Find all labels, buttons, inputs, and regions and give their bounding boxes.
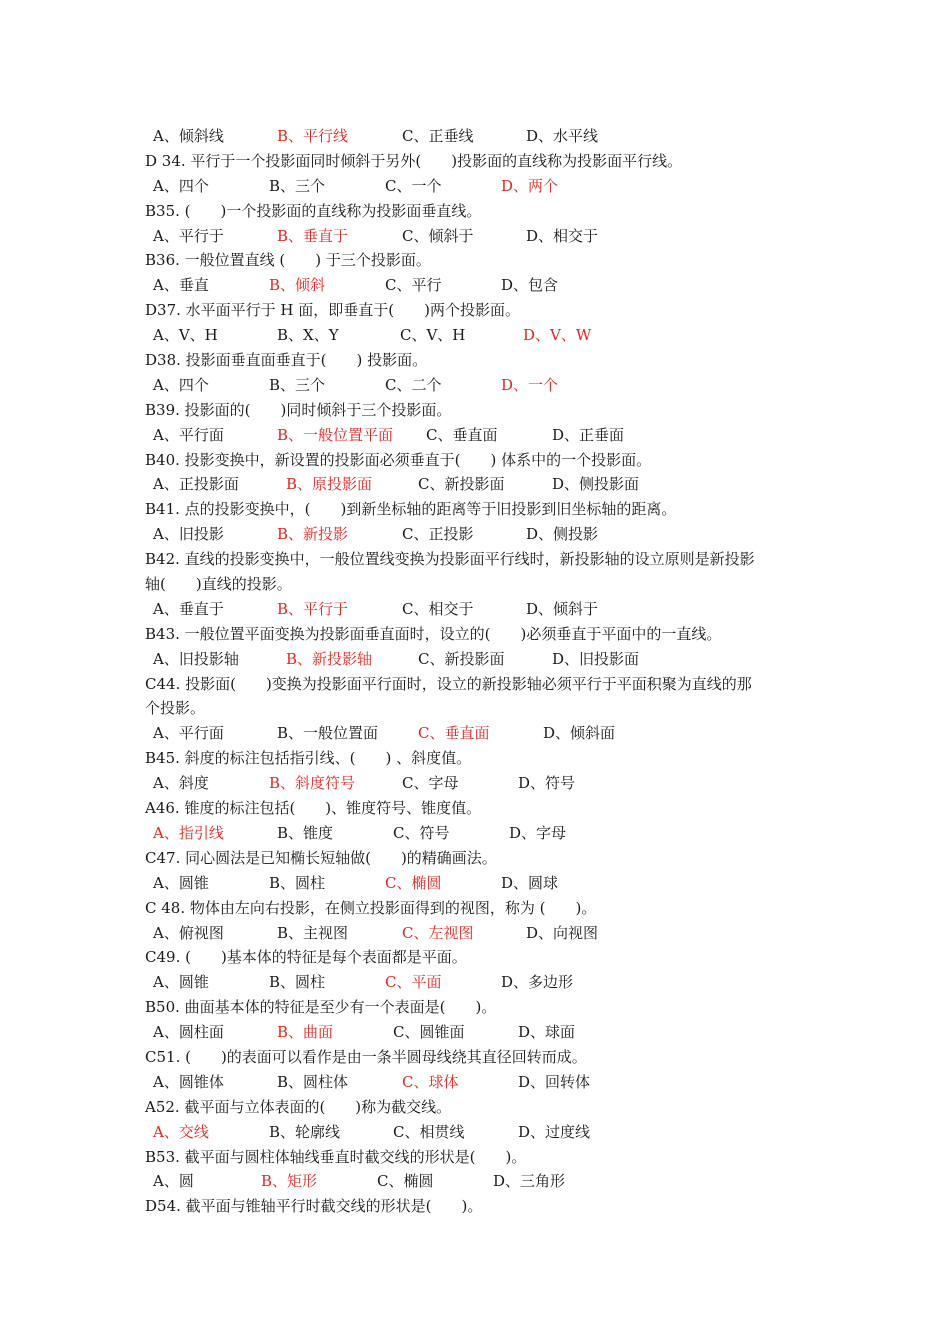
answer-option: A、旧投影 (153, 525, 224, 544)
question-text: B45. 斜度的标注包括指引线、( ) 、斜度值。 (145, 749, 472, 768)
correct-answer-option: B、曲面 (277, 1023, 334, 1042)
options-row (0, 771, 950, 796)
question-text: B36. 一般位置直线 ( ) 于三个投影面。 (145, 251, 431, 270)
options-row (0, 522, 950, 547)
options-row (0, 174, 950, 199)
answer-option: D、过度线 (518, 1122, 591, 1141)
answer-option: A、倾斜线 (153, 127, 224, 145)
question-text: B41. 点的投影变换中，( )到新坐标轴的距离等于旧投影到旧坐标轴的距离。 (145, 500, 677, 519)
answer-option: B、三个 (269, 375, 326, 394)
answer-option: D、侧投影 (526, 525, 599, 544)
correct-answer-option: B、垂直于 (277, 226, 349, 245)
correct-answer-option: B、倾斜 (269, 276, 326, 295)
options-row (0, 273, 950, 298)
question-text: A46. 锥度的标注包括( )、锥度符号、锥度值。 (145, 799, 482, 818)
correct-answer-option: C、椭圆 (385, 873, 442, 892)
answer-option: C、相交于 (402, 599, 474, 618)
question-text: B39. 投影面的( )同时倾斜于三个投影面。 (145, 400, 452, 419)
question-text: C47. 同心圆法是已知椭长短轴做( )的精确画法。 (145, 848, 497, 867)
answer-option: A、旧投影轴 (153, 649, 239, 668)
answer-option: A、垂直于 (153, 599, 224, 618)
options-row (0, 1070, 950, 1095)
answer-option: C、圆锥面 (393, 1023, 465, 1042)
options-row (0, 1120, 950, 1145)
question-text: B43. 一般位置平面变换为投影面垂直面时，设立的( )必须垂直于平面中的一直线。 (145, 624, 722, 643)
options-row (0, 1020, 950, 1045)
correct-answer-option: B、矩形 (261, 1172, 318, 1191)
answer-option: D、倾斜于 (526, 599, 599, 618)
answer-option: C、垂直面 (426, 425, 498, 444)
question-text: D37. 水平面平行于 H 面，即垂直于( )两个投影面。 (145, 301, 520, 320)
answer-option: A、四个 (153, 375, 209, 394)
answer-option: B、轮廓线 (269, 1122, 341, 1141)
question-text: B50. 曲面基本体的特征是至少有一个表面是( )。 (145, 998, 497, 1017)
answer-option: C、倾斜于 (402, 226, 474, 245)
question-text-continuation: 个投影。 (145, 699, 206, 718)
answer-option: D、侧投影面 (552, 475, 640, 494)
question-text: C 48. 物体由左向右投影，在侧立投影面得到的视图，称为 ( )。 (145, 898, 597, 917)
correct-answer-option: B、原投影面 (286, 475, 373, 494)
answer-option: D、包含 (501, 276, 559, 295)
answer-option: D、回转体 (518, 1072, 591, 1091)
answer-option: B、三个 (269, 176, 326, 195)
answer-option: B、锥度 (277, 823, 334, 842)
answer-option: B、一般位置面 (277, 724, 379, 743)
answer-option: D、多边形 (501, 973, 574, 992)
options-row (0, 472, 950, 497)
answer-option: C、平行 (385, 276, 442, 295)
answer-option: A、圆锥 (153, 873, 209, 892)
answer-option: C、字母 (402, 774, 459, 793)
answer-option: A、俯视图 (153, 923, 224, 942)
answer-option: A、平行面 (153, 425, 224, 444)
answer-option: D、向视图 (526, 923, 599, 942)
options-row (0, 871, 950, 896)
answer-option: A、圆 (153, 1172, 194, 1191)
question-text: B40. 投影变换中，新设置的投影面必须垂直于( ) 体系中的一个投影面。 (145, 450, 652, 469)
question-text: B35. ( )一个投影面的直线称为投影面垂直线。 (145, 201, 482, 220)
answer-option: A、V、H (153, 326, 218, 345)
correct-answer-option: B、平行于 (277, 599, 349, 618)
answer-option: C、椭圆 (377, 1172, 434, 1191)
options-row (0, 921, 950, 946)
answer-option: A、圆柱面 (153, 1023, 224, 1042)
correct-answer-option: D、两个 (501, 176, 559, 195)
answer-option: D、三角形 (493, 1172, 566, 1191)
answer-option: C、正垂线 (402, 127, 474, 145)
answer-option: C、新投影面 (418, 649, 505, 668)
question-text: D54. 截平面与锥轴平行时截交线的形状是( )。 (145, 1197, 483, 1216)
correct-answer-option: A、指引线 (153, 823, 224, 842)
answer-option: C、一个 (385, 176, 442, 195)
question-text: C44. 投影面( )变换为投影面平行面时，设立的新投影轴必须平行于平面积聚为直线的那 (145, 674, 752, 693)
answer-option: D、球面 (518, 1023, 576, 1042)
options-row (0, 821, 950, 846)
correct-answer-option: B、一般位置平面 (277, 425, 394, 444)
answer-option: D、水平线 (526, 127, 599, 145)
options-row (0, 721, 950, 746)
correct-answer-option: D、一个 (501, 375, 559, 394)
answer-option: C、V、H (400, 326, 466, 345)
correct-answer-option: A、交线 (153, 1122, 209, 1141)
answer-option: D、圆球 (501, 873, 559, 892)
question-text: B53. 截平面与圆柱体轴线垂直时截交线的形状是( )。 (145, 1147, 527, 1166)
question-text: A52. 截平面与立体表面的( )称为截交线。 (145, 1097, 452, 1116)
answer-option: C、相贯线 (393, 1122, 465, 1141)
question-text: C51. ( )的表面可以看作是由一条半圆母线绕其直径回转而成。 (145, 1047, 587, 1066)
options-row (0, 224, 950, 249)
answer-option: B、圆柱体 (277, 1072, 349, 1091)
answer-option: A、斜度 (153, 774, 209, 793)
answer-option: B、圆柱 (269, 873, 326, 892)
correct-answer-option: D、V、W (523, 326, 592, 345)
correct-answer-option: C、平面 (385, 973, 442, 992)
question-text: B42. 直线的投影变换中，一般位置线变换为投影面平行线时，新投影轴的设立原则是新投影 (145, 550, 755, 569)
answer-option: D、倾斜面 (543, 724, 616, 743)
answer-option: A、圆锥体 (153, 1072, 224, 1091)
question-text: C49. ( )基本体的特征是每个表面都是平面。 (145, 948, 467, 967)
question-text-continuation: 轴( )直线的投影。 (145, 575, 292, 594)
correct-answer-option: C、左视图 (402, 923, 474, 942)
correct-answer-option: B、新投影轴 (286, 649, 373, 668)
correct-answer-option: C、球体 (402, 1072, 459, 1091)
options-row (0, 124, 950, 149)
options-row (0, 1169, 950, 1194)
answer-option: D、符号 (518, 774, 576, 793)
correct-answer-option: C、垂直面 (418, 724, 490, 743)
answer-option: D、相交于 (526, 226, 599, 245)
answer-option: A、垂直 (153, 276, 209, 295)
answer-option: D、旧投影面 (552, 649, 640, 668)
options-row (0, 647, 950, 672)
answer-option: A、平行面 (153, 724, 224, 743)
options-row (0, 423, 950, 448)
answer-option: A、正投影面 (153, 475, 239, 494)
options-row (0, 970, 950, 995)
answer-option: B、圆柱 (269, 973, 326, 992)
correct-answer-option: B、新投影 (277, 525, 349, 544)
answer-option: A、圆锥 (153, 973, 209, 992)
answer-option: A、平行于 (153, 226, 224, 245)
answer-option: C、符号 (393, 823, 450, 842)
answer-option: C、二个 (385, 375, 442, 394)
correct-answer-option: B、斜度符号 (269, 774, 356, 793)
answer-option: B、X、Y (277, 326, 339, 345)
answer-option: A、四个 (153, 176, 209, 195)
answer-option: C、新投影面 (418, 475, 505, 494)
question-text: D 34. 平行于一个投影面同时倾斜于另外( )投影面的直线称为投影面平行线。 (145, 151, 683, 170)
options-row (0, 597, 950, 622)
answer-option: D、正垂面 (552, 425, 625, 444)
answer-option: B、主视图 (277, 923, 349, 942)
options-row (0, 373, 950, 398)
correct-answer-option: B、平行线 (277, 127, 349, 145)
answer-option: C、正投影 (402, 525, 474, 544)
question-list (0, 124, 950, 1219)
options-row (0, 323, 950, 348)
question-text: D38. 投影面垂直面垂直于( ) 投影面。 (145, 351, 428, 370)
answer-option: D、字母 (509, 823, 567, 842)
